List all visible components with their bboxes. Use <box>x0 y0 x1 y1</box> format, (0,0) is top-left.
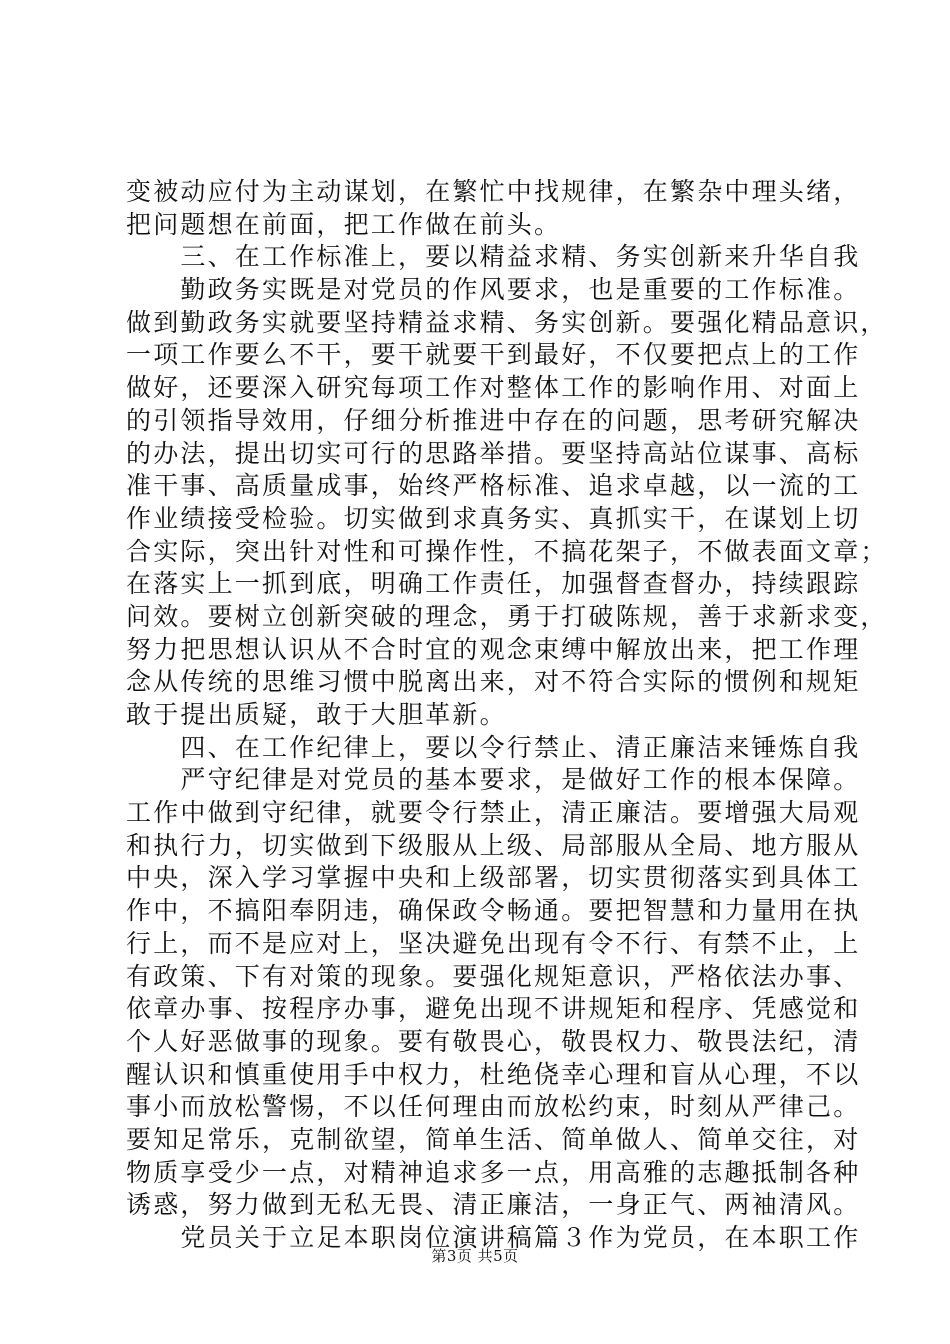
text-line: 敢于提出质疑，敢于大胆革新。 <box>126 700 507 729</box>
text-line: 诱惑，努力做到无私无畏、清正廉洁，一身正气、两袖清风。 <box>126 1190 861 1220</box>
text-line: 念从传统的思维习惯中脱离出来，对不符合实际的惯例和规矩 <box>126 667 861 697</box>
text-line: 作业绩接受检验。切实做到求真务实、真抓实干，在谋划上切 <box>126 503 861 533</box>
text-line: 依章办事、按程序办事，避免出现不讲规矩和程序、凭感觉和 <box>126 994 861 1024</box>
text-line: 事小而放松警惕，不以任何理由而放松约束，时刻从严律己。 <box>126 1092 861 1122</box>
text-line: 在落实上一抓到底，明确工作责任，加强督查督办，持续跟踪 <box>126 569 861 599</box>
text-line: 行上，而不是应对上，坚决避免出现有令不行、有禁不止，上 <box>126 928 861 958</box>
text-line: 合实际，突出针对性和可操作性，不搞花架子，不做表面文章； <box>126 536 888 566</box>
text-line: 党员关于立足本职岗位演讲稿篇３作为党员，在本职工作 <box>126 1223 861 1252</box>
text-line: 严守纪律是对党员的基本要求，是做好工作的根本保障。 <box>126 765 861 795</box>
text-line: 问效。要树立创新突破的理念，勇于打破陈规，善于求新求变， <box>126 601 888 631</box>
text-line: 个人好恶做事的现象。要有敬畏心，敬畏权力、敬畏法纪，清 <box>126 1026 861 1056</box>
text-line: 准干事、高质量成事，始终严格标准、追求卓越，以一流的工 <box>126 471 861 501</box>
text-line: 一项工作要么不干，要干就要干到最好，不仅要把点上的工作 <box>126 340 861 370</box>
text-line: 的办法，提出切实可行的思路举措。要坚持高站位谋事、高标 <box>126 438 861 468</box>
text-line: 做到勤政务实就要坚持精益求精、务实创新。要强化精品意识， <box>126 307 888 337</box>
text-line: 的引领指导效用，仔细分析推进中存在的问题，思考研究解决 <box>126 405 861 435</box>
page-number-footer: 第3页 共5页 <box>431 1247 519 1265</box>
text-line: 醒认识和慎重使用手中权力，杜绝侥幸心理和盲从心理，不以 <box>126 1059 861 1089</box>
text-line: 努力把思想认识从不合时宜的观念束缚中解放出来，把工作理 <box>126 634 861 664</box>
text-line: 把问题想在前面，把工作做在前头。 <box>126 209 562 239</box>
section-heading: 四、在工作纪律上，要以令行禁止、清正廉洁来锤炼自我 <box>126 732 861 762</box>
text-line: 勤政务实既是对党员的作风要求，也是重要的工作标准。 <box>126 275 861 305</box>
text-line: 要知足常乐，克制欲望，简单生活、简单做人、简单交往，对 <box>126 1124 861 1154</box>
text-line: 变被动应付为主动谋划，在繁忙中找规律，在繁杂中理头绪， <box>126 177 861 206</box>
text-line: 中央，深入学习掌握中央和上级部署，切实贯彻落实到具体工 <box>126 863 861 893</box>
text-line: 做好，还要深入研究每项工作对整体工作的影响作用、对面上 <box>126 373 861 403</box>
text-line: 有政策、下有对策的现象。要强化规矩意识，严格依法办事、 <box>126 961 861 991</box>
text-line: 物质享受少一点，对精神追求多一点，用高雅的志趣抵制各种 <box>126 1157 861 1187</box>
section-heading: 三、在工作标准上，要以精益求精、务实创新来升华自我 <box>126 242 861 272</box>
document-body <box>126 176 888 1255</box>
text-line: 和执行力，切实做到下级服从上级、局部服从全局、地方服从 <box>126 830 861 860</box>
text-line: 工作中做到守纪律，就要令行禁止，清正廉洁。要增强大局观 <box>126 798 861 828</box>
text-line: 作中，不搞阳奉阴违，确保政令畅通。要把智慧和力量用在执 <box>126 896 861 926</box>
